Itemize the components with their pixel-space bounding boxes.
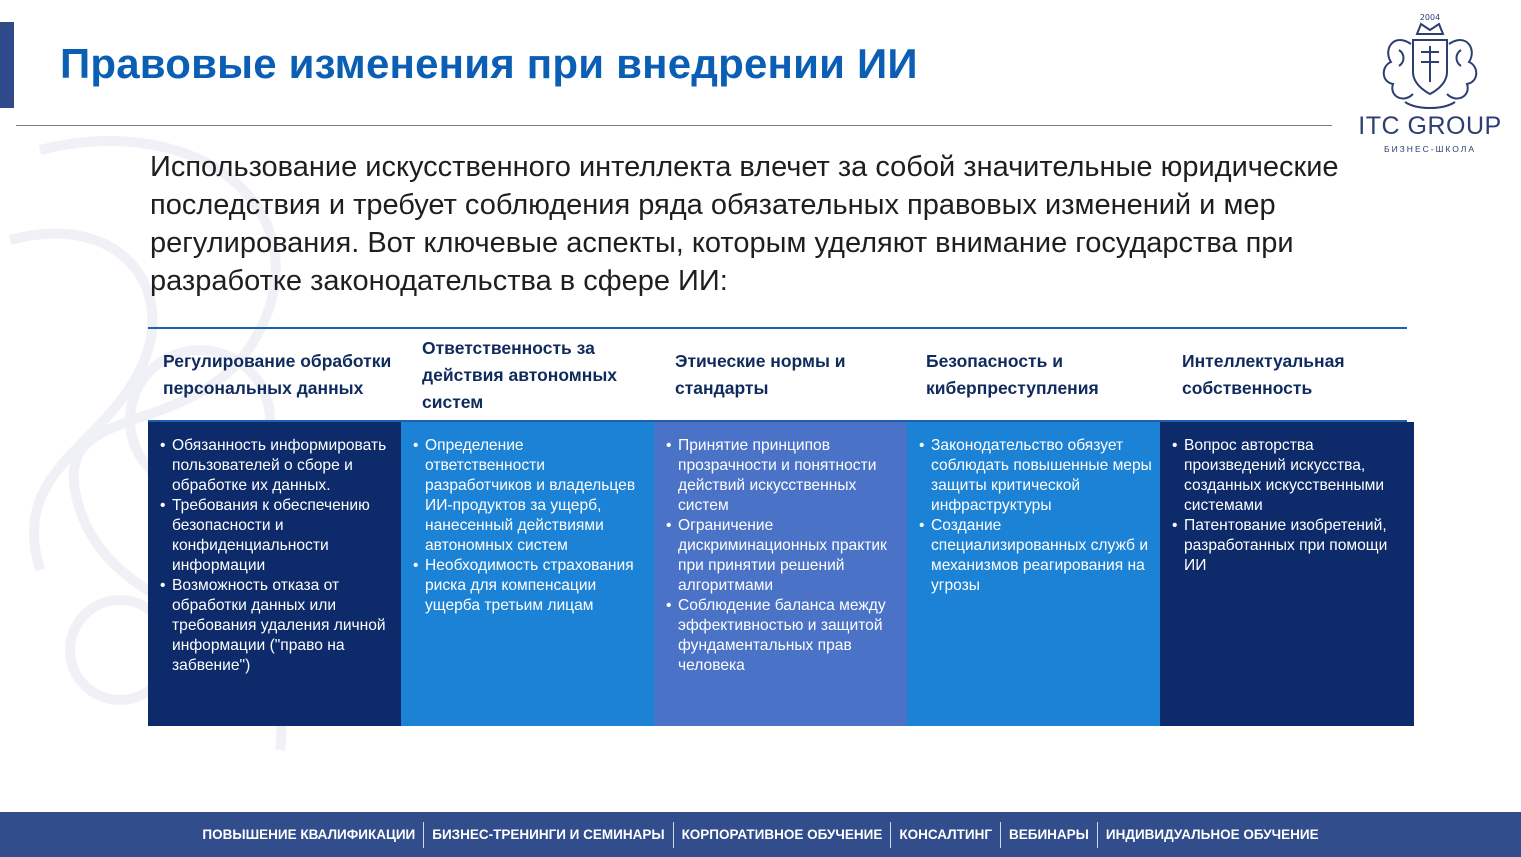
- crest-icon: [1375, 10, 1485, 114]
- list-item: • Возможность отказа от обработки данных или требования удаления личной информации ("право на забвение"): [158, 576, 393, 676]
- page-title: Правовые изменения при внедрении ИИ: [60, 40, 918, 87]
- list-item: • Создание специализированных служб и механизмов реагирования на угрозы: [917, 516, 1152, 596]
- footer-item-consulting[interactable]: КОНСАЛТИНГ: [899, 827, 992, 842]
- footer-bar: [0, 812, 1521, 857]
- column-body-ethics: [654, 422, 907, 726]
- title-divider: [16, 125, 1332, 126]
- list-item: • Патентование изобретений, разработанных при помощи ИИ: [1170, 516, 1406, 576]
- footer-item-individual[interactable]: ИНДИВИДУАЛЬНОЕ ОБУЧЕНИЕ: [1105, 827, 1319, 842]
- column-body-security: [907, 422, 1160, 726]
- footer-item-qualification[interactable]: ПОВЫШЕНИЕ КВАЛИФИКАЦИИ: [202, 827, 416, 842]
- list-item: • Определение ответственности разработчиков и владельцев ИИ-продуктов за ущерб, нанесенный действиями автономных систем: [411, 436, 646, 556]
- footer-item-webinars[interactable]: ВЕБИНАРЫ: [1008, 827, 1089, 842]
- list-item: • Вопрос авторства произведений искусства, созданных искусственными системами: [1170, 436, 1406, 516]
- column-header-autonomous-liability: Ответственность за действия автономных систем: [422, 337, 618, 412]
- list-item: • Принятие принципов прозрачности и понятности действий искусственных систем: [664, 436, 899, 516]
- footer-item-trainings[interactable]: БИЗНЕС-ТРЕНИНГИ И СЕМИНАРЫ: [432, 827, 665, 842]
- logo-year: 2004: [1419, 13, 1441, 22]
- intro-paragraph: Использование искусственного интеллекта влечет за собой значительные юридические последствия и требует соблюдения ряда обязательных правовых изменений и мер регулирования. Вот ключевые аспекты, которым уделяют внимание государства при разработке законодательства в сфере ИИ:: [150, 151, 1339, 297]
- list-item: • Законодательство обязует соблюдать повышенные меры защиты критической инфраструктуры: [917, 436, 1152, 516]
- logo-name: ITC GROUP: [1358, 112, 1502, 140]
- logo-subtitle: БИЗНЕС-ШКОЛА: [1383, 144, 1476, 154]
- column-header-ip: Интеллектуальная собственность: [1182, 351, 1345, 398]
- column-body-ip: [1160, 422, 1414, 726]
- table-top-divider: [148, 327, 1407, 329]
- column-body-personal-data: [148, 422, 401, 726]
- column-body-autonomous-liability: [401, 422, 654, 726]
- list-item: • Соблюдение баланса между эффективностью и защитой фундаментальных прав человека: [664, 596, 899, 676]
- footer-item-corporate[interactable]: КОРПОРАТИВНОЕ ОБУЧЕНИЕ: [681, 827, 883, 842]
- list-item: • Требования к обеспечению безопасности и конфиденциальности информации: [158, 496, 393, 576]
- column-header-security: Безопасность и киберпреступления: [926, 351, 1099, 398]
- company-logo: [1350, 10, 1510, 160]
- list-item: • Обязанность информировать пользователей о сборе и обработке их данных.: [158, 436, 393, 496]
- list-item: • Ограничение дискриминационных практик при принятии решений алгоритмами: [664, 516, 899, 596]
- list-item: • Необходимость страхования риска для компенсации ущерба третьим лицам: [411, 556, 646, 616]
- column-header-ethics: Этические нормы и стандарты: [675, 351, 846, 398]
- title-accent-bar: [0, 22, 14, 108]
- column-header-personal-data: Регулирование обработки персональных данных: [163, 351, 392, 398]
